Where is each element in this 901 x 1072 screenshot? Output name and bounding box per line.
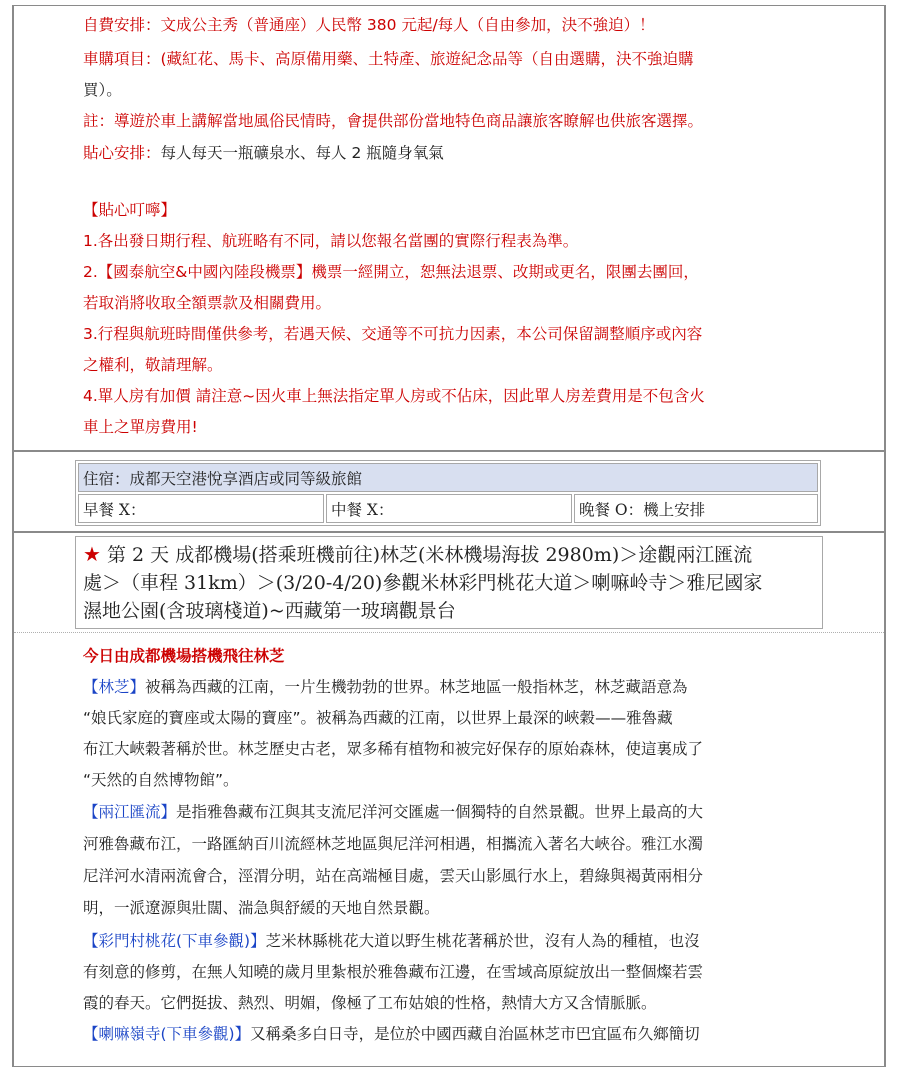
- liangjiang-line-4: 明，一派遼源與壯闊、湍急與舒緩的天地自然景觀。: [83, 899, 440, 917]
- caimen-text: 芝米林縣桃花大道以野生桃花著稱於世，沒有人為的種植，也沒: [265, 932, 700, 950]
- shopping-line-2: 買）。: [83, 81, 122, 99]
- day-title-line-2: 處＞（車程 31km）＞(3/20-4/20)參觀米林彩門桃花大道＞喇嘛岭寺＞雅尼國家: [83, 572, 763, 594]
- caimen-line-3: 霞的春天。它們挺拔、熱烈、明媚，像極了工布姑娘的性格，熱情大方又含情脈脈。: [83, 994, 657, 1012]
- star-icon: ★: [83, 542, 101, 566]
- caimen-line-2: 有刻意的修剪，在無人知曉的歲月里紮根於雅魯藏布江邊，在雪域高原綻放出一整個燦若雲: [83, 963, 704, 981]
- linzhi-line-1: [83, 672, 688, 703]
- day-title: [83, 540, 823, 625]
- reminder-line-2: 2.【國泰航空&中國內陸段機票】機票一經開立，恕無法退票、改期或更名，限團去團回，: [83, 263, 699, 281]
- care-label: 貼心安排：: [83, 144, 161, 162]
- lodging-table: [75, 460, 821, 526]
- liangjiang-tag: 【兩江匯流】: [83, 803, 177, 821]
- day-title-line-1: 第 2 天 成都機場(搭乘班機前往)林芝(米林機場海拔 2980m)＞途觀兩江匯流: [106, 544, 753, 566]
- note-line: 註：導遊於車上講解當地風俗民情時，會提供部份當地特色商品讓旅客瞭解也供旅客選擇。: [83, 112, 704, 130]
- linzhi-text: 被稱為西藏的江南，一片生機勃勃的世界。林芝地區一般指林芝，林芝藏語意為: [145, 678, 688, 696]
- liangjiang-line-3: 尼洋河水清兩流會合，涇渭分明，站在高端極目處，雲天山影風行水上，碧綠與褐黃兩相分: [83, 867, 704, 885]
- section-divider: [12, 450, 886, 452]
- reminder-line-5: 之權利，敬請理解。: [83, 356, 223, 374]
- liangjiang-text: 是指雅魯藏布江與其支流尼洋河交匯處一個獨特的自然景觀。世界上最高的大: [176, 803, 704, 821]
- care-text: 每人每天一瓶礦泉水、每人 2 瓶隨身氧氣: [160, 144, 444, 162]
- day-title-line-3: 濕地公園(含玻璃棧道)~西藏第一玻璃觀景台: [83, 600, 456, 622]
- lama-text: 又稱桑多白日寺，是位於中國西藏自治區林芝市巴宜區布久鄉簡切: [250, 1025, 700, 1043]
- linzhi-line-2: “娘氏家庭的寶座或太陽的寶座”。被稱為西藏的江南，以世界上最深的峽穀——雅魯藏: [83, 709, 673, 727]
- section-divider: [14, 632, 884, 633]
- linzhi-line-3: 布江大峽穀著稱於世。林芝歷史古老，眾多稀有植物和被完好保存的原始森林，使這裏成了: [83, 740, 704, 758]
- lama-tag: 【喇嘛嶺寺(下車參觀)】: [83, 1025, 251, 1043]
- lama-line-1: [83, 1019, 700, 1050]
- shopping-line-1: 車購項目：(藏紅花、馬卡、高原備用藥、土特產、旅遊紀念品等（自由選購，決不強迫購: [83, 50, 694, 68]
- reminders-heading: 【貼心叮嚀】: [83, 201, 177, 219]
- breakfast-cell: [78, 494, 324, 523]
- hotel-text: 住宿：成都天空港悅享酒店或同等級旅館: [83, 470, 363, 488]
- linzhi-tag: 【林芝】: [83, 678, 146, 696]
- dinner-text: 晚餐 O：機上安排: [579, 501, 706, 519]
- reminder-line-7: 車上之單房費用!: [83, 418, 198, 436]
- reminder-line-3: 若取消將收取全額票款及相關費用。: [83, 294, 332, 312]
- section-divider: [12, 531, 886, 533]
- lunch-text: 中餐 X：: [331, 501, 394, 519]
- lunch-cell: [326, 494, 572, 523]
- reminder-line-1: 1.各出發日期行程、航班略有不同，請以您報名當團的實際行程表為準。: [83, 232, 579, 250]
- liangjiang-line-1: [83, 797, 703, 828]
- self-paid-line: 自費安排：文成公主秀（普通座）人民幣 380 元起/每人（自由參加，決不強迫）！: [83, 16, 655, 34]
- linzhi-line-4: “天然的自然博物館”。: [83, 771, 239, 789]
- dinner-cell: [574, 494, 818, 523]
- reminder-line-4: 3.行程與航班時間僅供參考，若遇天候、交通等不可抗力因素，本公司保留調整順序或內容: [83, 325, 703, 343]
- breakfast-text: 早餐 X：: [83, 501, 146, 519]
- reminder-line-6: 4.單人房有加價 請注意~因火車上無法指定單人房或不佔床，因此單人房差費用是不包含火: [83, 387, 705, 405]
- liangjiang-line-2: 河雅魯藏布江，一路匯納百川流經林芝地區與尼洋河相遇，相攜流入著名大峽谷。雅江水濁: [83, 835, 704, 853]
- caimen-tag: 【彩門村桃花(下車參觀)】: [83, 932, 266, 950]
- hotel-row: [78, 463, 818, 492]
- day-intro: 今日由成都機場搭機飛往林芝: [83, 647, 285, 665]
- caimen-line-1: [83, 926, 700, 957]
- care-line: [83, 138, 444, 169]
